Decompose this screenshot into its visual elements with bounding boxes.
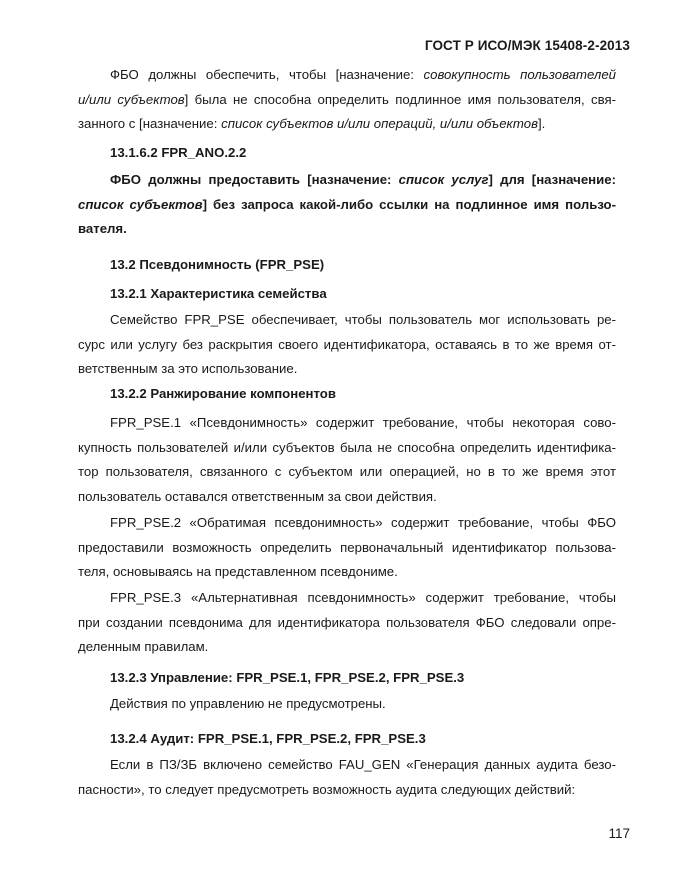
text-line: список субъектов] без запроса какой-либо ссылки на подлинное имя пользо- (78, 196, 616, 212)
section-heading-13-2: 13.2 Псевдонимность (FPR_PSE) (110, 257, 325, 272)
text-line: FPR_PSE.3 «Альтернативная псевдонимность» содержит требование, чтобы (110, 590, 616, 605)
paragraph-family-description (78, 308, 616, 382)
text-line: пользователь оставался ответственным за свои действия. (78, 488, 437, 504)
text-line: FPR_PSE.2 «Обратимая псевдонимность» содержит требование, чтобы ФБО (110, 515, 616, 530)
section-heading-13-1-6-2: 13.1.6.2 FPR_ANO.2.2 (110, 145, 247, 160)
text-line: ветственным за это использование. (78, 361, 298, 376)
text-line: теля, основываясь на представленном псевдониме. (78, 564, 398, 579)
text-line: ФБО должны обеспечить, чтобы [назначение: совокупность пользователей (110, 67, 616, 82)
section-heading-13-2-2: 13.2.2 Ранжирование компонентов (110, 386, 336, 401)
text-line: занного с [назначение: список субъектов и/или операций, и/или объектов]. (78, 116, 546, 131)
section-heading-13-2-4: 13.2.4 Аудит: FPR_PSE.1, FPR_PSE.2, FPR_PSE.3 (110, 731, 426, 746)
text-line: и/или субъектов] была не способна определить подлинное имя пользователя, свя- (78, 91, 616, 107)
standard-header: ГОСТ Р ИСО/МЭК 15408-2-2013 (424, 38, 630, 53)
text-line: FPR_PSE.1 «Псевдонимность» содержит требование, чтобы некоторая сово- (110, 415, 616, 430)
text-line: Действия по управлению не предусмотрены. (110, 696, 386, 711)
paragraph-management (78, 692, 616, 717)
text-line: деленным правилам. (78, 639, 209, 654)
text-line: тор пользователя, связанного с субъектом или операцией, но в то же время этот (78, 464, 616, 479)
text-line: при создании псевдонима для идентификатора пользователя ФБО следовали опре- (78, 614, 616, 630)
text-line: купность пользователей и/или субъектов была не способна определить идентифика- (78, 439, 616, 455)
text-line: Семейство FPR_PSE обеспечивает, чтобы пользователь мог использовать ре- (110, 312, 616, 327)
text-line: предоставили возможность определить первоначальный идентификатор пользова- (78, 539, 616, 555)
page-number: 117 (608, 826, 630, 841)
paragraph-pse-2 (78, 511, 616, 585)
text-line: Если в ПЗ/ЗБ включено семейство FAU_GEN «Генерация данных аудита безо- (110, 757, 616, 772)
paragraph-pse-3 (78, 586, 616, 660)
section-heading-13-2-1: 13.2.1 Характеристика семейства (110, 286, 327, 301)
paragraph-audit (78, 753, 616, 802)
text-line: пасности», то следует предусмотреть возможность аудита следующих действий: (78, 781, 576, 797)
section-heading-13-2-3: 13.2.3 Управление: FPR_PSE.1, FPR_PSE.2, FPR_PSE.3 (110, 670, 465, 685)
text-line: вателя. (78, 221, 127, 236)
text-line: ФБО должны предоставить [назначение: список услуг] для [назначение: (110, 172, 616, 187)
paragraph-pse-1 (78, 411, 616, 509)
paragraph-ano-2-1 (78, 63, 616, 137)
paragraph-ano-2-2 (78, 168, 616, 242)
text-line: сурс или услугу без раскрытия своего идентификатора, оставаясь в то же время от- (78, 336, 616, 352)
